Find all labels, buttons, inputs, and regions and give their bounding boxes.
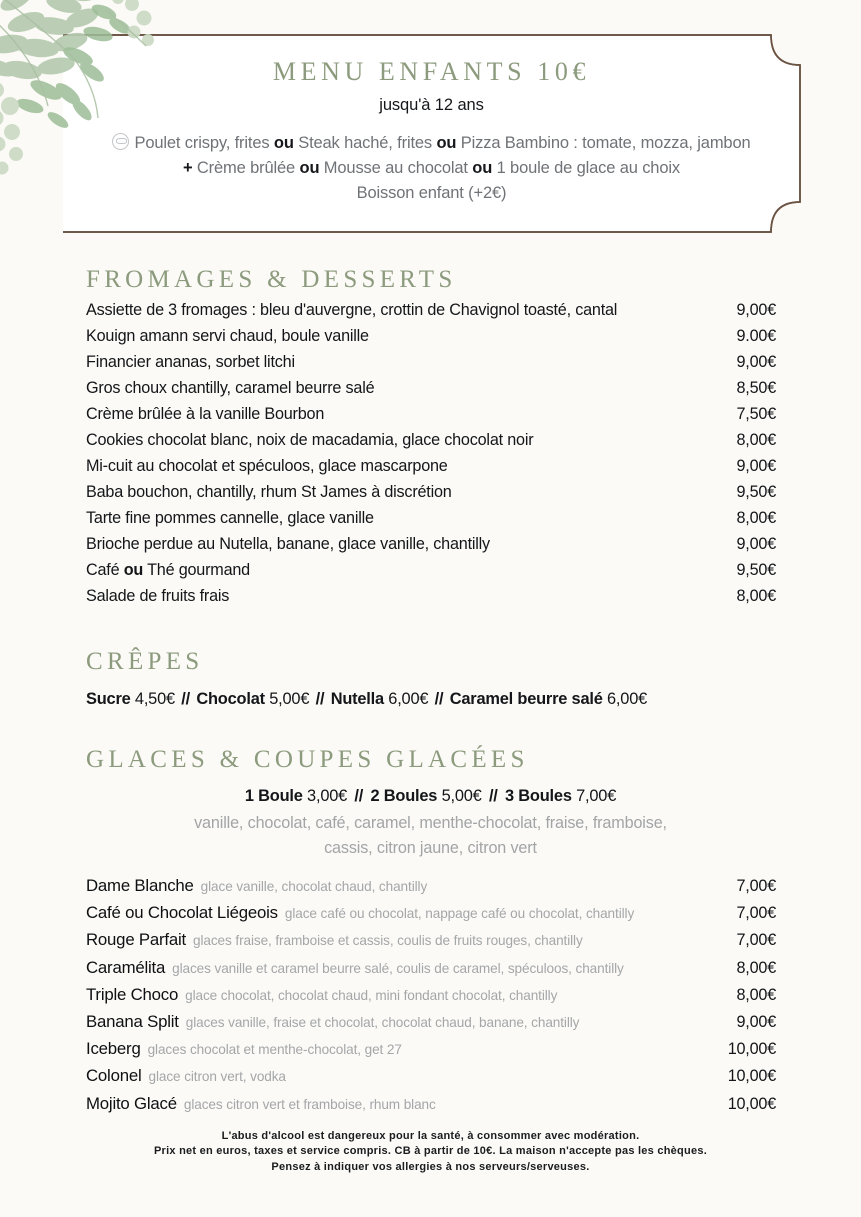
kids-menu-line-3: Boisson enfant (+2€) xyxy=(356,184,507,203)
coupes-item-list xyxy=(86,873,776,1118)
scoop-label: 3 Boules xyxy=(505,787,572,805)
coupe-name: Caramélita xyxy=(86,957,166,977)
dessert-name: Mi-cuit au chocolat et spéculoos, glace mascarpone xyxy=(86,457,448,475)
dessert-name: Gros choux chantilly, caramel beurre salé xyxy=(86,379,375,397)
kids-menu-title: MENU ENFANTS 10€ xyxy=(272,57,591,86)
dessert-row xyxy=(86,375,776,401)
legal-footer xyxy=(0,1129,861,1175)
crepe-price: 6,00€ xyxy=(602,690,648,708)
dessert-price: 8,50€ xyxy=(736,379,776,397)
coupe-row xyxy=(86,873,776,900)
coupe-left xyxy=(86,900,634,927)
coupe-description: glace citron vert, vodka xyxy=(148,1069,286,1085)
kids-line2-part-d: 1 boule de glace au choix xyxy=(492,159,680,178)
dessert-row xyxy=(86,583,776,609)
dessert-name: Baba bouchon, chantilly, rhum St James à discrétion xyxy=(86,483,452,501)
kids-menu-line-2 xyxy=(112,156,750,181)
dessert-name: Kouign amann servi chaud, boule vanille xyxy=(86,327,369,345)
kids-line2-ou-2: ou xyxy=(472,159,493,178)
section-heading-crepes: CRÊPES xyxy=(86,648,204,675)
coupe-left xyxy=(86,1036,402,1063)
coupe-left xyxy=(86,873,427,900)
dessert-price: 9,50€ xyxy=(736,483,776,501)
coupe-description: glaces citron vert et framboise, rhum blanc xyxy=(183,1096,436,1112)
coupe-left xyxy=(86,927,583,954)
coupe-price: 9,00€ xyxy=(736,1013,776,1032)
footer-line2-part-a: Prix net en euros, taxes et service compris. xyxy=(153,1145,395,1158)
coupe-row xyxy=(86,1009,776,1036)
coupe-row xyxy=(86,1036,776,1063)
crepe-label: Caramel beurre salé xyxy=(449,690,603,708)
kids-menu-description xyxy=(112,131,750,206)
kids-menu-line-1 xyxy=(112,131,750,156)
coupe-left xyxy=(86,955,624,982)
dessert-name: Cookies chocolat blanc, noix de macadamia, glace chocolat noir xyxy=(86,431,534,449)
crepe-separator: // xyxy=(311,690,329,708)
section-heading-desserts: FROMAGES & DESSERTS xyxy=(86,266,457,293)
coupe-description: glace café ou chocolat, nappage café ou chocolat, chantilly xyxy=(284,906,635,922)
coupe-name: Triple Choco xyxy=(86,984,179,1004)
kids-line2-ou-1: ou xyxy=(299,159,320,178)
dessert-price: 8,00€ xyxy=(736,509,776,527)
crepe-label: Chocolat xyxy=(196,690,265,708)
scoop-separator: // xyxy=(350,787,368,805)
coupe-row xyxy=(86,1063,776,1090)
coupe-description: glaces vanille, fraise et chocolat, chocolat chaud, banane, chantilly xyxy=(185,1015,580,1031)
dessert-price: 9,00€ xyxy=(736,535,776,553)
kids-line2-part-a: Crème brûlée xyxy=(192,159,300,178)
dessert-price: 9,00€ xyxy=(736,457,776,475)
coupe-name: Banana Split xyxy=(86,1012,179,1032)
kids-line1-ou-2: ou xyxy=(436,134,457,152)
dessert-name-part-c: Thé gourmand xyxy=(143,561,250,579)
scoop-price: 7,00€ xyxy=(571,787,617,805)
coupe-price: 10,00€ xyxy=(727,1040,776,1059)
crepe-label: Nutella xyxy=(330,690,384,708)
footer-line2-cb: CB à partir de 10€ xyxy=(394,1145,493,1158)
dessert-name-part-a: Café xyxy=(86,561,124,579)
dessert-name xyxy=(86,557,250,583)
scoop-price: 5,00€ xyxy=(437,787,482,805)
dessert-row xyxy=(86,297,776,323)
coupe-name: Mojito Glacé xyxy=(86,1093,177,1113)
coupe-left xyxy=(86,1009,579,1036)
coupe-left xyxy=(86,1091,436,1118)
coupe-price: 7,00€ xyxy=(736,877,776,895)
dessert-name: Tarte fine pommes cannelle, glace vanille xyxy=(86,509,374,527)
scoop-price: 3,00€ xyxy=(302,787,348,805)
kids-line1-part-c: Steak haché, frites xyxy=(293,134,437,152)
crepe-price: 6,00€ xyxy=(383,690,429,708)
section-heading-glaces: GLACES & COUPES GLACÉES xyxy=(86,746,529,773)
scoop-label: 1 Boule xyxy=(244,787,303,805)
scoop-separator: // xyxy=(484,787,503,805)
kids-line1-part-d: Pizza Bambino : tomate, mozza, jambon xyxy=(456,134,751,152)
coupe-left xyxy=(86,1063,286,1090)
dessert-name: Brioche perdue au Nutella, banane, glace vanille, chantilly xyxy=(86,535,490,553)
coupe-name: Iceberg xyxy=(86,1039,141,1059)
scoops-price-line xyxy=(0,787,861,806)
coupe-name: Dame Blanche xyxy=(86,876,194,895)
dessert-row xyxy=(86,531,776,557)
crepes-options-line xyxy=(86,690,647,709)
dessert-price: 9,00€ xyxy=(736,353,776,371)
desserts-item-list xyxy=(86,297,776,609)
coupe-row xyxy=(86,900,776,927)
coupe-description: glace chocolat, chocolat chaud, mini fondant chocolat, chantilly xyxy=(185,987,558,1003)
crepe-price: 4,50€ xyxy=(130,690,175,708)
coupe-name: Café ou Chocolat Liégeois xyxy=(86,903,278,923)
kids-line1-ou-1: ou xyxy=(273,134,294,152)
dessert-row xyxy=(86,323,776,349)
dessert-row xyxy=(86,427,776,453)
coupe-name: Colonel xyxy=(86,1066,142,1086)
dessert-price: 9,00€ xyxy=(736,301,776,319)
kids-line2-part-c: Mousse au chocolat xyxy=(319,159,473,178)
footer-line2-part-c: . La maison n'accepte pas les chèques. xyxy=(492,1145,708,1158)
coupe-price: 7,00€ xyxy=(736,904,776,923)
dessert-row xyxy=(86,453,776,479)
dessert-price: 8,00€ xyxy=(736,587,776,605)
coupe-price: 8,00€ xyxy=(736,958,776,977)
dessert-row xyxy=(86,479,776,505)
flavours-line-2: cassis, citron jaune, citron vert xyxy=(324,839,537,857)
dessert-name: Salade de fruits frais xyxy=(86,587,230,605)
coupe-row xyxy=(86,982,776,1009)
dessert-name: Financier ananas, sorbet litchi xyxy=(86,353,295,371)
dessert-price: 8,00€ xyxy=(736,431,776,449)
flavours-line-1: vanille, chocolat, café, caramel, menthe-chocolat, fraise, framboise, xyxy=(194,814,667,832)
scoop-label: 2 Boules xyxy=(370,787,438,805)
coupe-row xyxy=(86,927,776,954)
footer-line-3: Pensez à indiquer vos allergies à nos serveurs/serveuses. xyxy=(271,1160,590,1173)
dessert-row xyxy=(86,557,776,583)
coupe-price: 10,00€ xyxy=(727,1094,776,1113)
kids-menu-subtitle: jusqu'à 12 ans xyxy=(379,96,484,114)
dish-cover-icon xyxy=(112,133,129,150)
crepe-separator: // xyxy=(430,690,448,708)
coupe-price: 8,00€ xyxy=(736,985,776,1004)
dessert-price: 7,50€ xyxy=(736,405,776,423)
crepe-price: 5,00€ xyxy=(264,690,310,708)
coupe-price: 7,00€ xyxy=(736,931,776,950)
coupe-name: Rouge Parfait xyxy=(86,930,187,950)
dessert-name: Crème brûlée à la vanille Bourbon xyxy=(86,405,325,423)
footer-line-1: L'abus d'alcool est dangereux pour la santé, à consommer avec modération. xyxy=(221,1130,640,1142)
dessert-row xyxy=(86,401,776,427)
coupe-row xyxy=(86,955,776,982)
coupe-description: glaces chocolat et menthe-chocolat, get 27 xyxy=(147,1042,402,1058)
footer-line-2 xyxy=(0,1144,861,1159)
dessert-name-ou: ou xyxy=(123,561,144,579)
coupe-price: 10,00€ xyxy=(727,1067,776,1086)
coupe-description: glaces vanille et caramel beurre salé, coulis de caramel, spéculoos, chantilly xyxy=(172,960,624,976)
kids-menu-frame xyxy=(62,34,801,233)
dessert-row xyxy=(86,349,776,375)
dessert-row xyxy=(86,505,776,531)
dessert-price: 9.00€ xyxy=(736,327,776,345)
kids-line2-plus: + xyxy=(182,159,193,178)
coupe-left xyxy=(86,982,557,1009)
coupe-row xyxy=(86,1091,776,1118)
coupe-description: glace vanille, chocolat chaud, chantilly xyxy=(200,879,428,894)
coupe-description: glaces fraise, framboise et cassis, coulis de fruits rouges, chantilly xyxy=(193,933,583,949)
kids-line1-part-a: Poulet crispy, frites xyxy=(134,134,274,152)
crepe-separator: // xyxy=(176,690,195,708)
crepe-label: Sucre xyxy=(86,690,131,708)
dessert-price: 9,50€ xyxy=(736,561,776,579)
dessert-name: Assiette de 3 fromages : bleu d'auvergne, crottin de Chavignol toasté, cantal xyxy=(86,301,618,319)
